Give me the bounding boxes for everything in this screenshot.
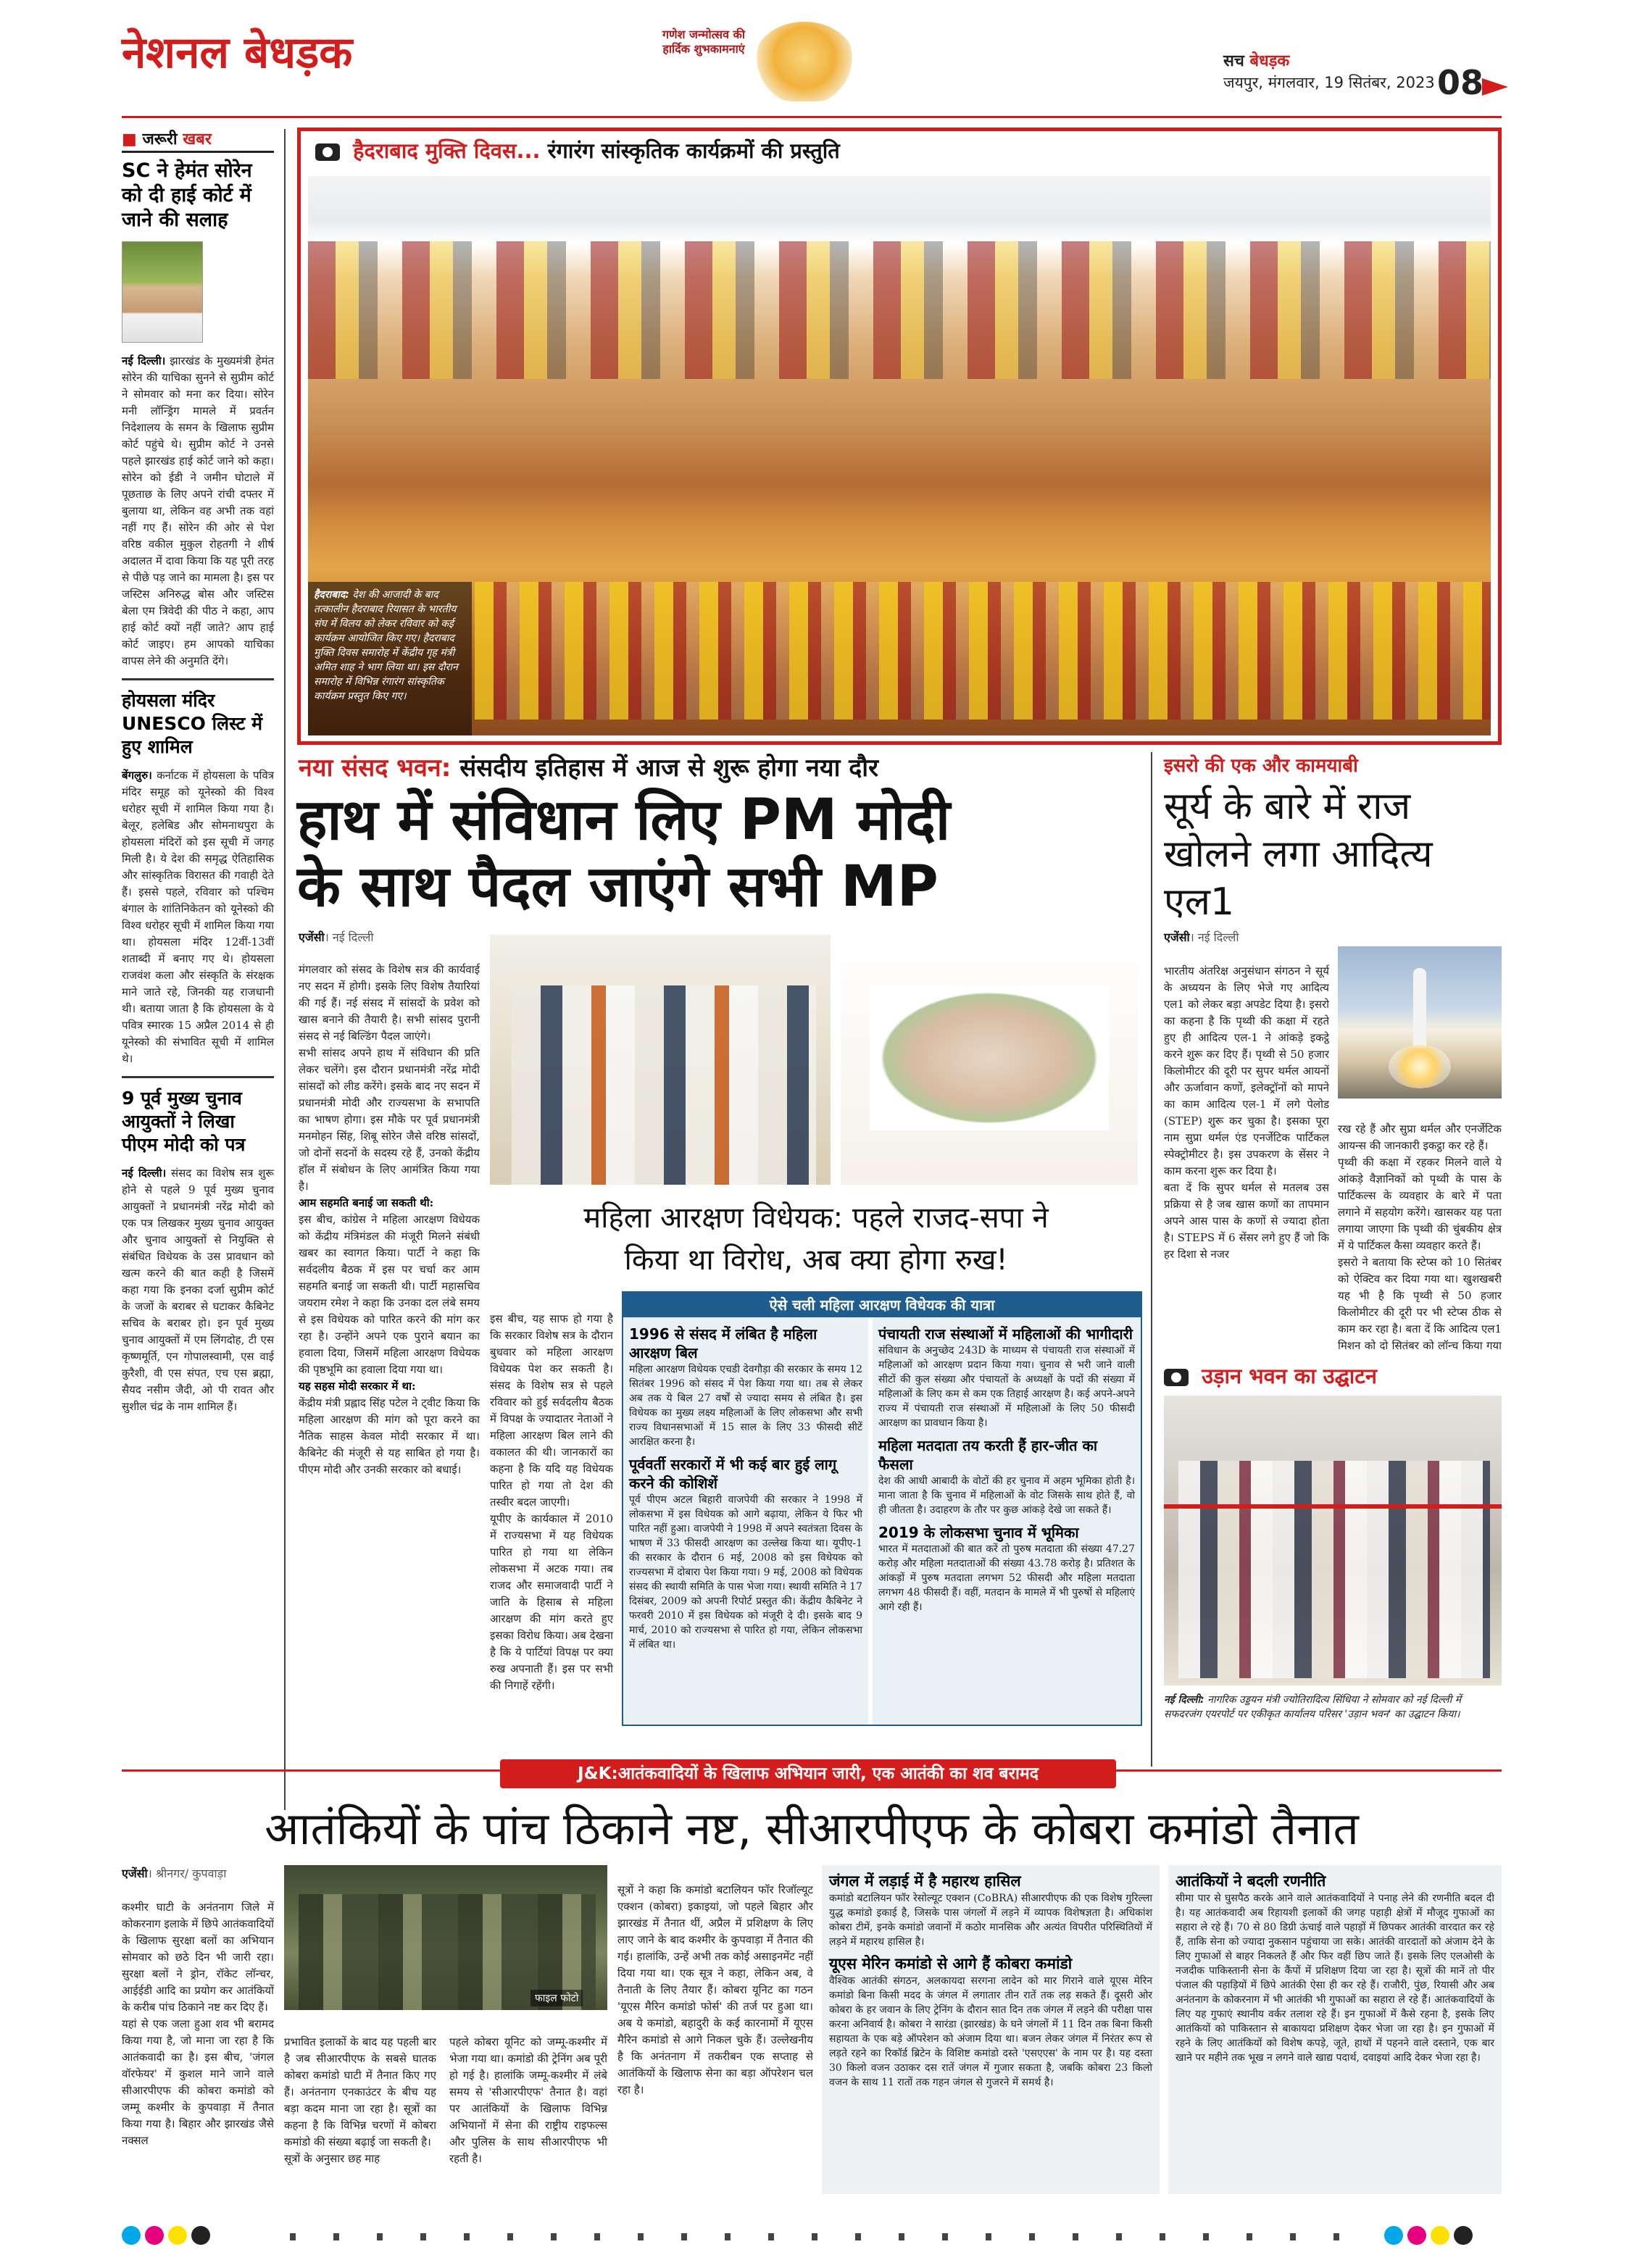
dancer-row-bottom [475, 582, 1491, 720]
story3-dateline: नई दिल्ली। [122, 1167, 167, 1180]
isro-kicker: इसरो की एक और कामयाबी [1164, 755, 1358, 777]
isro-headline: सूर्य के बारे में राज खोलने लगा आदित्य एल1 [1164, 785, 1433, 924]
timeline-left [623, 1317, 868, 1725]
rocket-launch-photo [1338, 946, 1502, 1098]
udaan-caption-place: नई दिल्ली: [1164, 1694, 1204, 1706]
section-label-b: खबर [183, 130, 212, 149]
isro-byline-place: । नई दिल्ली [1189, 930, 1239, 944]
registration-marks-left [122, 2226, 215, 2248]
parliament-headline-line2: के साथ पैदल जाएंगे सभी MP [297, 854, 939, 920]
divider [122, 678, 274, 680]
isro-col2-text: रख रहे हैं और सुप्रा थर्मल और एनर्जेटिक आयन्स की जानकारी इकट्ठा कर रहे हैं। पृथ्वी की कक्षा में रहकर मिलने वाले ये आंकड़े वैज्ञानिकों को पृथ्वी के पास के पार्टिकल्स के व्यवहार के बारे में पता लगाने में सहयोग करेंगे। खासकर यह पता लगाया जाएगा कि पृथ्वी की चुंबकीय क्षेत्र में ये पार्टिकल कैसा व्यवहार करते हैं। इसरो ने बताया कि स्टेप्स को 10 सितंबर को ऐक्टिव कर दिया गया था। खुशखबरी यह भी है कि पृथ्वी से 50 हजार किलोमीटर की दूरी पर भी स्टेप्स ठीक से काम कर रहा है। बता दें कि आदित्य एल1 मिशन को दो सितंबर को लॉन्च किया गया [1338, 1122, 1502, 1352]
isro-col1-text: भारतीय अंतरिक्ष अनुसंधान संगठन ने सूर्य के अध्ययन के लिए भेजे गए आदित्य एल1 को लेकर बड़ा अपडेट दिया है। इसरो का कहना है कि पृथ्वी की कक्षा में रहते हुए ही आदित्य एल-1 ने आंकड़े इकट्ठे करने शुरू कर दिए हैं। पृथ्वी से 50 हजार किलोमीटर की दूरी पर सुपर थर्मल आयनों और ऊर्जावान कणों, इलेक्ट्रॉनों को मापने का काम आदित्य एल-1 में लगे पेलोड (STEP) शुरू कर चुका है। इसका पूरा नाम सुप्रा थर्मल एंड एनर्जेटिक पार्टिकल स्पेक्ट्रोमीटर है। इस उपकरण के सेंसर ने काम करना शुरू कर दिया है। बता दें कि सुपर थर्मल से मतलब उस प्रक्रिया से है जब खास कणों का तापमान अपने आस पास के कणों से ज्यादा होता है। STEPS में 6 सेंसर लगे हुए हैं जो कि हर दिशा से नजर [1164, 964, 1329, 1261]
udaan-title [1164, 1362, 1377, 1390]
story2-body [122, 767, 274, 1067]
parliament-sub2: यह सहस मोदी सरकार में था: [299, 1380, 416, 1393]
parliament-col1-b: इस बीच, कांग्रेस ने महिला आरक्षण विधेयक को केंद्रीय मंत्रिमंडल की मंजूरी मिलने संबंधी खबर का स्वागत किया। पार्टी ने कहा कि सर्वदलीय बैठक में इस पर चर्चा कर आम सहमति बनाई जा सकती थी। पार्टी महासचिव जयराम रमेश ने कहा कि उनका दल लंबे समय से इस विधेयक को पारित करने की मांग कर रहा है। उन्होंने अपने एक पुराने बयान का हवाला दिया, जिसमें महिला आरक्षण विधेयक की पृष्ठभूमि का हवाला दिया गया था। [299, 1213, 480, 1376]
cmyk-dot [145, 2226, 164, 2245]
jk-col4 [617, 1865, 813, 2194]
story1-dateline: नई दिल्ली। [122, 354, 166, 367]
timeline-strip: ऐसे चली महिला आरक्षण विधेयक की यात्रा [623, 1293, 1141, 1317]
jk-strip-text: J&K:आतंकवादियों के खिलाफ अभियान जारी, एक आतंकी का शव बरामद [578, 1764, 1039, 1783]
page-number: 08 [1437, 63, 1484, 102]
ribbon [1164, 1504, 1502, 1509]
jungle-box-head: जंगल में लड़ाई में है महारथ हासिल [829, 1872, 1021, 1890]
jk-col1-text: कश्मीर घाटी के अनंतनाग जिले में कोकरनाग इलाके में छिपे आतंकवादियों के खिलाफ सुरक्षा बलों का अभियान सोमवार को छठे दिन भी जारी रहा। सुरक्षा बलों ने ड्रोन, रॉकेट लॉन्चर, आईईडी आदि का प्रयोग कर आतंकियों के करीब पांच ठिकाने नष्ट कर दिए हैं। यहां से एक जला हुआ शव भी बरामद किया गया है, जो माना जा रहा है कि आतंकवादी का है। इस बीच, 'जंगल वॉरफेयर' में कुशल माने जाने वाले सीआरपीएफ की कोबरा कमांडो को जम्मू कश्मीर के कुपवाड़ा में तैनात किया गया है। बिहार और झारखंड जैसे नक्सल [122, 1901, 274, 2147]
file-photo-label: फाइल फोटो [530, 1990, 583, 2006]
story3-text: संसद का विशेष सत्र शुरू होने से पहले 9 पूर्व मुख्य चुनाव आयुक्तों ने प्रधानमंत्री नरेंद्र मोदी को एक पत्र लिखकर मुख्य चुनाव आयुक्त और चुनाव आयुक्तों से नियुक्ति से संबंधित विधेयक के उस प्रावधान को खत्म करने की बात कही है जिसमें कहा गया कि इनका दर्जा सुप्रीम कोर्ट के जजों के बराबर से घटाकर कैबिनेट सचिव के बराबर हो। इन पूर्व मुख्य चुनाव आयुक्तों में एम लिंगदोह, टी एस कृष्णमूर्ति, एन गोपालस्वामी, एस वाई कुरैशी, वी एस संपत, एच एस ब्रह्मा, सैयद नसीम जैदी, ओ पी रावत और सुशील चंद्र के नाम शामिल हैं। [122, 1167, 274, 1413]
tagline-bedhadak: बेधड़क [1249, 52, 1290, 70]
sidebar [122, 129, 274, 1810]
jungle-box-sub: यूएस मेरिन कमांडो से आगे हैं कोबरा कमांडो [829, 1955, 1073, 1972]
right-vrule [1151, 752, 1152, 1767]
cmyk-dot [1454, 2226, 1473, 2245]
parliament-col1 [299, 945, 480, 1677]
women-bill-headline-line2: किया था विरोध, अब क्या होगा रुख! [624, 1243, 1008, 1277]
parliament-col1-c: केंद्रीय मंत्री प्रह्लाद सिंह पटेल ने ट्वीट किया कि महिला आरक्षण की मांग को पूरा करने का नैतिक साहस केवल मोदी सरकार में था। कैबिनेट की मंजूरी से यह साबित हो गया है। पीएम मोदी और उनकी सरकार को बधाई। [299, 1396, 480, 1476]
hyderabad-feature [297, 128, 1502, 745]
isro-col2 [1338, 1104, 1502, 1354]
timeline-s2-body: पूर्व पीएम अटल बिहारी वाजपेयी की सरकार ने 1998 में लोकसभा में इस विधेयक को आगे बढ़ाया, लेकिन ये फिर भी पारित नहीं हुआ। वाजपेयी ने 1998 में अपने स्वतंत्रता दिवस के भाषण में 33 फीसदी आरक्षण का उल्लेख किया था। यूपीए-1 की सरकार के दौरान 6 मई, 2008 को इस विधेयक को राज्यसभा में दोबारा पेश किया गया। 9 मई, 2008 को विधेयक संसद की स्थायी समिति के पास भेजा गया। स्थायी समिति ने 17 दिसंबर, 2009 को अपनी रिपोर्ट प्रस्तुत की। केंद्रीय कैबिनेट ने फरवरी 2010 में इस विधेयक को मंजूरी दे दी। इसके बाद 9 मार्च, 2010 को राज्यसभा से पारित हो गया, लेकिन लोकसभा में लंबित था। [629, 1494, 862, 1651]
timeline-s5-head: 2019 के लोकसभा चुनाव में भूमिका [878, 1524, 1079, 1541]
timeline-s4-body: देश की आधी आबादी के वोटों की हर चुनाव में अहम भूमिका होती है। माना जाता है कि चुनाव में महिलाओं के वोट जिसके साथ होते हैं, वो ही जीतता है। उदाहरण के तौर पर कुछ आंकड़े देखे जा सकते हैं। [878, 1475, 1135, 1516]
jk-col2 [284, 2017, 436, 2194]
camera-icon [315, 143, 340, 161]
parliament-col2 [490, 1294, 613, 1729]
hyderabad-caption-place: हैदराबाद: [314, 589, 349, 601]
story2-text: कर्नाटक में होयसला के पवित्र मंदिर समूह को यूनेस्को की विश्व धरोहर सूची में शामिल किया गया है। बेलूर, हलेबिड और सोमनाथपुरा के होयसला मंदिरों को इस सूची में जगह मिली है। ये देश की समृद्ध ऐतिहासिक और सांस्कृतिक विरासत की गवाही देते हैं। इससे पहले, रविवार को पश्चिम बंगाल के शांतिनिकेतन को यूनेस्को की विश्व धरोहर सूची में शामिल किया गया था। होयसला मंदिर 12वीं-13वीं शताब्दी में बनाए गए थे। होयसला राजवंश कला और संस्कृति के संरक्षक माने जाते रहे, जिनकी यह राजधानी थी। बताया जाता है कि होयसला के ये पवित्र स्मारक 15 अप्रैल 2014 से ही यूनेस्को की संभावित सूची में शामिल थे। [122, 769, 274, 1065]
tagline [1223, 49, 1289, 71]
hyderabad-caption-box [308, 582, 472, 735]
section-label [122, 129, 274, 153]
strategy-box-head: आतंकियों ने बदली रणनीति [1175, 1872, 1326, 1890]
story3-body [122, 1165, 274, 1415]
jk-byline [122, 1865, 226, 1881]
camera-icon [1164, 1369, 1189, 1386]
hyderabad-title [301, 131, 1498, 173]
brand-name: नेशनल बेधड़क [122, 28, 353, 78]
parliament-col2-text: इस बीच, यह साफ हो गया है कि सरकार विशेष सत्र के दौरान बुधवार को महिला आरक्षण विधेयक पेश कर सकती है। संसद के विशेष सत्र से पहले रविवार को हुई सर्वदलीय बैठक में विपक्ष के ज्यादातर नेताओं ने महिला आरक्षण बिल लाने की वकालत की थी। जानकारों का कहना है कि यदि यह विधेयक पारित हो गया तो देश की तस्वीर बदल जाएगी। यूपीए के कार्यकाल में 2010 में राज्यसभा में यह विधेयक पारित हो गया था लेकिन लोकसभा में अटक गया। तब राजद और समाजवादी पार्टी ने जाति के हिसाब से महिला आरक्षण की मांग करते हुए इसका विरोध किया। अब देखना है कि ये पार्टियां विपक्ष पर क्या रुख अपनाती हैं। इस पर सभी की निगाहें रहेंगी। [490, 1312, 613, 1692]
strategy-box [1168, 1865, 1502, 2194]
parliament-col1-text: मंगलवार को संसद के विशेष सत्र की कार्यवाई नए सदन में होगी। इसके लिए विशेष तैयारियां की गई हैं। नई संसद में सांसदों के प्रवेश को खास बनाने की तैयारी है। सभी सांसद पुरानी संसद से नई बिल्डिंग पैदल जाएंगे। सभी सांसद अपने हाथ में संविधान की प्रति लेकर चलेंगे। इस दौरान प्रधानमंत्री नरेंद्र मोदी सांसदों को लीड करेंगे। इसके बाद नए सदन में प्रधानमंत्री मोदी और राज्यसभा के सभापति का भाषण होगा। इस मौके पर पूर्व प्रधानमंत्री मनमोहन सिंह, शिबू सोरेन जैसे वरिष्ठ सांसदों, जो दोनों सदनों के सदस्य रहे हैं, उनको केंद्रीय हॉल में संबोधन के लिए आमंत्रित किया गया है। [299, 963, 480, 1193]
story3-headline: 9 पूर्व मुख्य चुनाव आयुक्तों ने लिखा पीएम मोदी को पत्र [122, 1088, 246, 1155]
sidebar-vrule [284, 129, 286, 1810]
jungle-box-body: कमांडो बटालियन फॉर रेसोल्यूट एक्शन (CoBRA) सीआरपीएफ की एक विशेष गुरिल्ला युद्ध कमांडो इकाई है, जिसके पास जंगलों में लड़ने में व्यापक विशेषज्ञता है। अधिकांश कोबरा टीमें, इनके कमांडो जवानों में कठोर मानसिक और अत्यंत विपरीत परिस्थितियों में लड़ने में महारथ हासिल है। [829, 1893, 1152, 1948]
pen-nib-icon [1482, 78, 1508, 96]
dancers-photo [308, 176, 1491, 735]
parliament-kicker-rest: संसदीय इतिहास में आज से शुरू होगा नया दौर [459, 754, 878, 783]
parliament-sub1: आम सहमति बनाई जा सकती थी: [299, 1196, 434, 1209]
cmyk-dot [1407, 2226, 1426, 2245]
cmyk-dot [1384, 2226, 1403, 2245]
timeline-s4-head: महिला मतदाता तय करती हैं हार-जीत का फैसला [878, 1437, 1097, 1473]
people-figures [512, 985, 816, 1185]
parliament-byline [299, 929, 374, 945]
registration-ticks [290, 2233, 1362, 2240]
cmyk-dot [1431, 2226, 1449, 2245]
timeline-s1-body: महिला आरक्षण विधेयक एचडी देवगौड़ा की सरकार के समय 12 सितंबर 1996 को संसद में पेश किया गया था। तब से लेकर अब तक ये बिल 27 वर्षों से ज्यादा समय से लंबित है। इस विधेयक का मुख्य लक्ष्य महिलाओं के लिए लोकसभा और सभी राज्य विधानसभाओं में 15 साल के लिए 33 फीसदी सीटें आरक्षित करना है। [629, 1364, 862, 1448]
jungle-warfare-box [822, 1865, 1160, 2194]
ganesh-greeting: गणेश जन्मोत्सव की हार्दिक शुभकामनाएं [662, 28, 745, 56]
tagline-sach: सच [1223, 52, 1244, 70]
story2-dateline: बेंगलुरु। [122, 769, 152, 782]
strategy-box-body: सीमा पार से घुसपैठ करके आने वाले आतंकवादियों ने पनाह लेने की रणनीति बदल दी है। यह आतंकवादी अब रिहायशी इलाकों की जगह पहाड़ी क्षेत्रों में मौजूद गुफाओं का सहारा ले रहे हैं। 70 से 80 डिग्री ऊंचाई वाले पहाड़ों में छिपकर आतंकी वारदात कर रहे हैं, ताकि सेना को ज्यादा नुकसान पहुंचाया जा सके। आतंकी वारदातों को अंजाम देने के लिए गुफाओं से बाहर निकलते हैं और फिर वहीं छिप जाते हैं। इसके लिए एलओसी के नजदीक पाकिस्तानी सेना के कैंपों में प्रशिक्षण दिया जा रहा है। सूत्रों की मानें तो पीर पंजाल की पहाड़ियों में छिपे आतंकी ऐसा ही कर रहे हैं। राजौरी, पुंछ, रियासी और अब अनंतनाग के कोकरनाग में भी आतंकी भी गुफाओं का सहारा ले रहे हैं। आतंकवादियों के लिए यह गुफाएं स्थानीय वर्कर तलाश रहे हैं। इन गुफाओं में कैसे रहना है, इसके लिए आतंकियों को पाकिस्तान से बाकायदा प्रशिक्षण देकर भेजा जा रहा है। इन गुफाओं में रहने के लिए आतंकियों को विशेष कपड़े, जूते, हाथों में पहनने वाले दस्ताने, एक बार खाने पर महीने तक भूख न लगने वाले खाद्य पदार्थ, दवाइयां आदि देकर भेजा रहा है। [1175, 1893, 1494, 2064]
dancer-row-top [308, 241, 1491, 379]
timeline-s1-head: 1996 से संसद में लंबित है महिला आरक्षण बिल [629, 1325, 817, 1362]
timeline-s3-head: पंचायती राज संस्थाओं में महिलाओं की भागीदारी [878, 1325, 1133, 1343]
women-bill-timeline [622, 1291, 1142, 1726]
new-parliament-render [841, 935, 1138, 1185]
women-bill-headline-line1: महिला आरक्षण विधेयक: पहले राजद-सपा ने [583, 1201, 1049, 1235]
rocket [1413, 968, 1426, 1048]
parliament-building [870, 985, 1109, 1130]
brand-logo [122, 28, 352, 78]
jk-headline: आतंकियों के पांच ठिकाने नष्ट, सीआरपीएफ के कोबरा कमांडो तैनात [265, 1802, 1359, 1855]
parliament-byline-agency: एजेंसी [299, 930, 325, 944]
jk-col1 [122, 1883, 274, 2194]
jk-col3 [449, 2017, 607, 2194]
udaan-caption [1164, 1693, 1502, 1722]
jk-strip [500, 1759, 1116, 1788]
women-bill-headline [490, 1197, 1142, 1281]
cmyk-dot [122, 2226, 141, 2245]
bullet-icon: ■ [122, 130, 137, 149]
story2-headline: होयसला मंदिर UNESCO लिस्ट में हुए शामिल [122, 690, 263, 757]
jungle-box-body2: वैश्विक आतंकी संगठन, अलकायदा सरगना लादेन को मार गिराने वाले यूएस मेरिन कमांडो बिना किसी मदद के जंगल में लगातार तीन रातें तक लड़ सकते हैं। दूसरी ओर कोबरा के हर जवान के लिए ट्रेनिंग के दौरान सात दिन तक जंगल में लड़ने की परीक्षा पास करना अनिवार्य है। कोबरा ने सारंडा (झारखंड) के घने जंगलों में 11 दिन तक बिना किसी सहायता के एक बड़े ऑपरेशन को अंजाम दिया था। बजन लेकर जंगल में निरंतर रूप से लड़ते रहने का रिकॉर्ड ब्रिटेन के विशिष्ट कमांडो दस्ते 'एसएएस' के नाम पर है। यह दस्ता 30 किलो वजन उठाकर दस रातें जंगल में गुजार सकता है, जबकि कोबरा 23 किलो वजन के साथ 11 रातों तक गहन जंगल से गुजरने में समर्थ है। [829, 1975, 1152, 2088]
cmyk-dot [191, 2226, 210, 2245]
registration-marks-right [1384, 2226, 1477, 2248]
soren-photo [122, 241, 203, 343]
masthead [0, 0, 1627, 120]
divider [122, 1076, 274, 1078]
udaan-photo [1164, 1396, 1502, 1685]
rocket-plume [1389, 1045, 1451, 1088]
parliament-byline-place: । नई दिल्ली [324, 930, 374, 944]
cobra-commandos-photo [284, 1865, 607, 2010]
timeline-s5-body: भारत में मतदाताओं की बात करें तो पुरुष मतदाता की संख्या 47.27 करोड़ और महिला मतदाताओं की संख्या 43.78 करोड़ है। प्रतिशत के आंकड़ों में पुरुष मतदाता लगभग 52 फीसदी और महिला मतदाता लगभग 48 फीसदी हैं। वहीं, मतदान के मामले में भी पुरुषों से महिलाएं आगे रही हैं। [878, 1543, 1135, 1613]
udaan-caption-text: नागरिक उड्डयन मंत्री ज्योतिरादित्य सिंधिया ने सोमवार को नई दिल्ली में सफदरजंग एयरपोर्ट पर एकीकृत कार्यालय परिसर 'उड़ान भवन' का उद्घाटन किया। [1164, 1694, 1462, 1720]
ganesh-illustration [754, 22, 855, 101]
dateline: जयपुर, मंगलवार, 19 सितंबर, 2023 [1223, 74, 1435, 91]
jk-col3-text: पहले कोबरा यूनिट को जम्मू-कश्मीर में भेजा गया था। कमांडो की ट्रेनिंग अब पूरी हो गई है। हालांकि जम्मू-कश्मीर में लंबे समय से 'सीआरपीएफ' तैनात है। वहां पर आतंकियों के खिलाफ विभिन्न अभियानों में सेना की राष्ट्रीय राइफल्स और पुलिस के साथ सीआरपीएफ भी रहती है। [449, 2035, 607, 2165]
timeline-s3-body: संविधान के अनुच्छेद 243D के माध्यम से पंचायती राज संस्थाओं में महिलाओं को आरक्षण प्रदान किया गया। चुनाव से भरी जाने वाली सीटों की कुल संख्या और पंचायतों के अध्यक्षों के पदों की संख्या में महिलाओं के लिए कम से कम एक तिहाई आरक्षण है। कई अपने-अपने राज्य में पंचायती राज संस्थाओं में महिलाओं के लिए 50 फीसदी आरक्षण का प्रावधान किया है। [878, 1345, 1135, 1429]
jk-col4-text: सूत्रों ने कहा कि कमांडो बटालियन फॉर रिजॉल्यूट एक्शन (कोबरा) इकाइयां, जो पहले बिहार और झारखंड में तैनात थीं, अप्रैल में प्रशिक्षण के लिए लाए जाने के बाद कश्मीर के कुपवाड़ा में तैनात की गई। हालांकि, उन्हें अभी तक कोई असाइनमेंट नहीं दिया गया था। एक सूत्र ने कहा, लेकिन अब, वे तैनाती के लिए तैयार हैं। कोबरा यूनिट का गठन 'यूएस मैरिन कमांडो फोर्स' की तर्ज पर हुआ था। अब ये कमांडो, बहादुरी के कई कारनामों में यूएस मैरिन कमांडो से आगे निकल चुके हैं। उल्लेखनीय है कि अनंतनाग में तकरीबन एक सप्ताह से आतंकियों के खिलाफ सेना का बड़ा ऑपरेशन चल रहा है। [617, 1883, 813, 2096]
parliament-kicker [299, 752, 1168, 784]
hyderabad-title-red: हैदराबाद मुक्ति दिवस... [353, 138, 541, 163]
timeline-s2-head: पूर्ववर्ती सरकारों में भी कई बार हुई लागू करने की कोशिशें [629, 1456, 837, 1492]
story1-text: झारखंड के मुख्यमंत्री हेमंत सोरेन की याचिका सुनने से सुप्रीम कोर्ट ने सोमवार को मना कर दिया। सोरेन मनी लॉन्ड्रिंग मामले में प्रवर्तन निदेशालय के समन के खिलाफ सुप्रीम कोर्ट पहुंचे थे। सुप्रीम कोर्ट ने उनसे पहले झारखंड हाई कोर्ट जाने को कहा। सोरेन को ईडी ने जमीन घोटाले में पूछताछ के लिए अपने रांची दफ्तर में बुलाया था, लेकिन वह अभी तक वहां नहीं गए हैं। सोरेन की ओर से पेश वरिष्ठ वकील मुकुल रोहतगी ने शीर्ष अदालत में दावा किया कि यह पूरी तरह से पीछे पड़ जाने का मामला है। इस पर जस्टिस अनिरुद्ध बोस और जस्टिस बेला एम त्रिवेदी की पीठ ने कहा, आप हाई कोर्ट क्यों नहीं जाते? आप हाई कोर्ट जाइए। हम आपको याचिका वापस लेने की अनुमति देंगे। [122, 354, 274, 667]
cmyk-dot [168, 2226, 187, 2245]
udaan-title-text: उड़ान भवन का उद्घाटन [1202, 1364, 1377, 1388]
people-figures [1178, 1461, 1490, 1678]
parliament-headline-line1: हाथ में संविधान लिए PM मोदी [297, 788, 951, 853]
modi-mps-photo [490, 935, 831, 1185]
hyderabad-title-rest: रंगारंग सांस्कृतिक कार्यक्रमों की प्रस्तुति [547, 138, 840, 163]
parliament-kicker-red: नया संसद भवन: [299, 754, 452, 783]
section-label-a: जरूरी [142, 130, 178, 149]
camera-lens [1171, 1372, 1181, 1383]
story1-headline: SC ने हेमंत सोरेन को दी हाई कोर्ट में जाने की सलाह [122, 159, 252, 231]
isro-byline-agency: एजेंसी [1164, 930, 1190, 944]
hyderabad-caption-text: देश की आजादी के बाद तत्कालीन हैदराबाद रियासत के भारतीय संघ में विलय को लेकर रविवार को कई कार्यक्रम आयोजित किए गए। हैदराबाद मुक्ति दिवस समारोह में केंद्रीय गृह मंत्री अमित शाह ने भाग लिया था। इस दौरान समारोह में विभिन्न रंगारंग सांस्कृतिक कार्यक्रम प्रस्तुत किए गए। [314, 589, 458, 702]
story1-body [122, 353, 274, 670]
masthead-rule [122, 116, 1502, 118]
isro-col1 [1164, 946, 1329, 1352]
jk-col2-text: प्रभावित इलाकों के बाद यह पहली बार है जब सीआरपीएफ के सबसे घातक कोबरा कमांडो घाटी में तैनात किए गए हैं। अनंतनाग एनकाउंटर के बीच यह बड़ा कदम माना जा रहा है। सूत्रों का कहना है कि विभिन्न चरणों में कोबरा कमांडो की संख्या बढ़ाई जा सकती है। सूत्रों के अनुसार छह माह [284, 2035, 436, 2165]
jk-byline-agency: एजेंसी [122, 1867, 148, 1880]
camera-lens [323, 147, 333, 157]
hyderabad-caption [314, 588, 466, 704]
isro-byline [1164, 929, 1239, 945]
timeline-right [873, 1317, 1141, 1725]
parliament-headline [297, 787, 1167, 920]
jk-byline-place: । श्रीनगर/ कुपवाड़ा [147, 1867, 227, 1880]
